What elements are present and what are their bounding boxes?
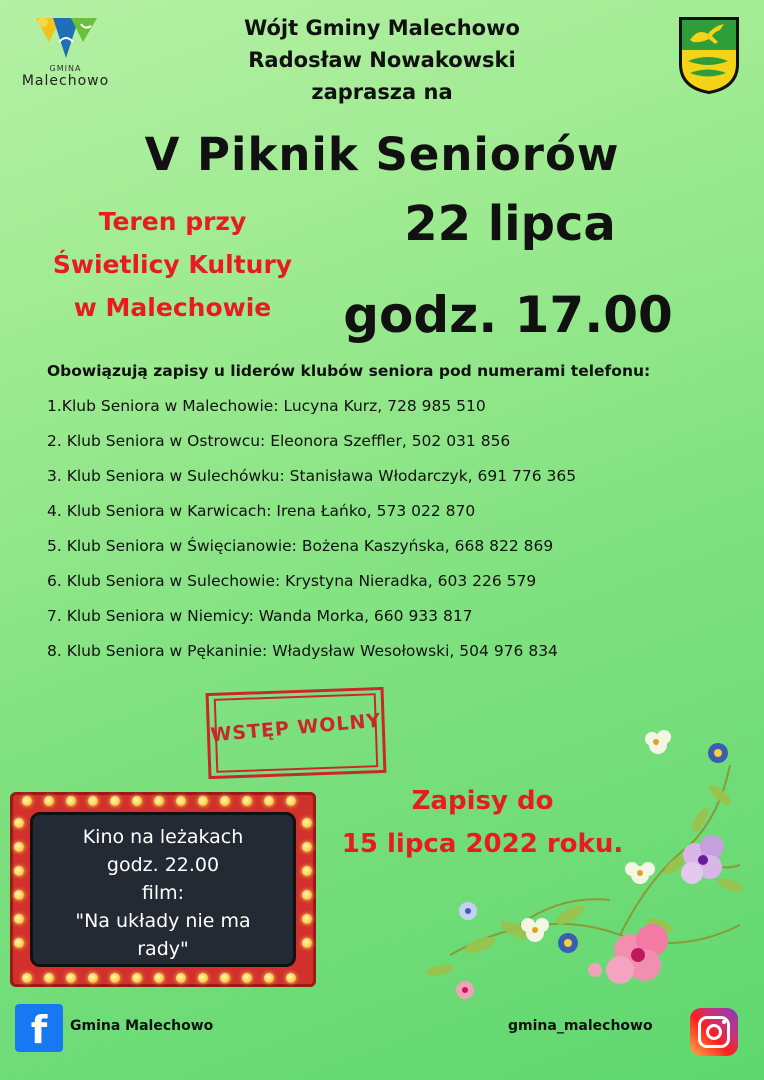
place-line-2: Świetlicy Kultury — [52, 250, 293, 279]
marquee-bulb — [66, 973, 76, 983]
club-list-item: 3. Klub Seniora w Sulechówku: Stanisława Włodarczyk, 691 776 365 — [47, 467, 577, 485]
club-list-item: 2. Klub Seniora w Ostrowcu: Eleonora Szeffler, 502 031 856 — [47, 432, 511, 450]
marquee-bulb — [154, 973, 164, 983]
instagram-lens — [706, 1024, 722, 1040]
marquee-bulb — [110, 973, 120, 983]
header-line-wojt: Wójt Gminy Malechowo — [244, 16, 520, 40]
club-list-item: 7. Klub Seniora w Niemicy: Wanda Morka, 660 933 817 — [47, 607, 473, 625]
event-place — [20, 200, 325, 329]
gmina-logo-small-text: GMINA — [49, 64, 82, 73]
facebook-label[interactable]: Gmina Malechowo — [70, 1018, 214, 1034]
marquee-bulb — [88, 973, 98, 983]
marquee-bulb — [242, 973, 252, 983]
marquee-bulb — [302, 914, 312, 924]
marquee-bulb — [14, 866, 24, 876]
marquee-bulb — [110, 796, 120, 806]
marquee-bulb — [302, 938, 312, 948]
deadline-line-2: 15 lipca 2022 roku. — [341, 829, 624, 859]
marquee-bulb — [286, 973, 296, 983]
marquee-bulb — [198, 973, 208, 983]
place-line-3: w Malechowie — [73, 293, 272, 322]
gmina-logo — [8, 12, 123, 97]
cinema-line-1: Kino na leżakach — [82, 826, 244, 848]
event-title: V Piknik Seniorów — [144, 128, 620, 181]
marquee-bulb — [286, 796, 296, 806]
marquee-bulb — [132, 973, 142, 983]
marquee-bulb — [44, 796, 54, 806]
instagram-icon[interactable] — [690, 1008, 738, 1056]
marquee-bulb — [264, 973, 274, 983]
marquee-bulb — [264, 796, 274, 806]
marquee-bulb — [242, 796, 252, 806]
marquee-bulb — [220, 796, 230, 806]
club-list-item: 5. Klub Seniora w Święcianowie: Bożena Kaszyńska, 668 822 869 — [47, 537, 554, 555]
club-list-item: 1.Klub Seniora w Malechowie: Lucyna Kurz, 728 985 510 — [47, 397, 486, 415]
marquee-bulb — [154, 796, 164, 806]
marquee-bulb — [14, 914, 24, 924]
marquee-bulb — [302, 842, 312, 852]
cinema-line-4: "Na układy nie ma — [75, 910, 251, 932]
free-entry-stamp — [206, 687, 387, 779]
marquee-bulb — [66, 796, 76, 806]
facebook-icon[interactable]: f — [15, 1004, 63, 1052]
club-list — [47, 394, 737, 674]
marquee-bulb — [22, 973, 32, 983]
event-hour: godz. 17.00 — [343, 286, 673, 344]
gmina-logo-icon — [31, 12, 101, 64]
marquee-bulb — [14, 938, 24, 948]
marquee-bulb — [132, 796, 142, 806]
cinema-screen — [30, 812, 296, 967]
stamp-text: WSTĘP WOLNY — [209, 709, 382, 747]
registration-intro: Obowiązują zapisy u liderów klubów seniora pod numerami telefonu: — [47, 362, 651, 380]
header-line-invite: zaprasza na — [311, 80, 453, 104]
marquee-bulb — [176, 973, 186, 983]
marquee-bulb — [176, 796, 186, 806]
cinema-board — [10, 792, 316, 987]
club-list-item: 8. Klub Seniora w Pękaninie: Władysław Wesołowski, 504 976 834 — [47, 642, 558, 660]
header-line-name: Radosław Nowakowski — [248, 48, 516, 72]
marquee-bulb — [22, 796, 32, 806]
marquee-bulb — [88, 796, 98, 806]
marquee-bulb — [14, 890, 24, 900]
marquee-bulb — [44, 973, 54, 983]
cinema-line-2: godz. 22.00 — [106, 854, 220, 876]
cinema-text — [33, 823, 293, 963]
marquee-bulb — [14, 842, 24, 852]
marquee-bulb — [220, 973, 230, 983]
cinema-line-5: rady" — [137, 938, 189, 960]
cinema-line-3: film: — [141, 882, 185, 904]
marquee-bulb — [14, 818, 24, 828]
flowers-decoration — [420, 725, 764, 1015]
instagram-dot — [722, 1020, 726, 1024]
marquee-bulb — [302, 866, 312, 876]
deadline-line-1: Zapisy do — [411, 786, 554, 816]
instagram-label[interactable]: gmina_malechowo — [508, 1018, 653, 1034]
marquee-bulb — [302, 818, 312, 828]
place-line-1: Teren przy — [98, 207, 247, 236]
club-list-item: 4. Klub Seniora w Karwicach: Irena Łańko, 573 022 870 — [47, 502, 476, 520]
event-header — [140, 12, 624, 108]
gmina-logo-name: Malechowo — [21, 73, 110, 89]
coat-of-arms-icon — [676, 14, 742, 96]
marquee-bulb — [198, 796, 208, 806]
purple-flower — [681, 835, 724, 884]
event-date: 22 lipca — [404, 196, 616, 252]
marquee-bulb — [302, 890, 312, 900]
club-list-item: 6. Klub Seniora w Sulechowie: Krystyna Nieradka, 603 226 579 — [47, 572, 537, 590]
